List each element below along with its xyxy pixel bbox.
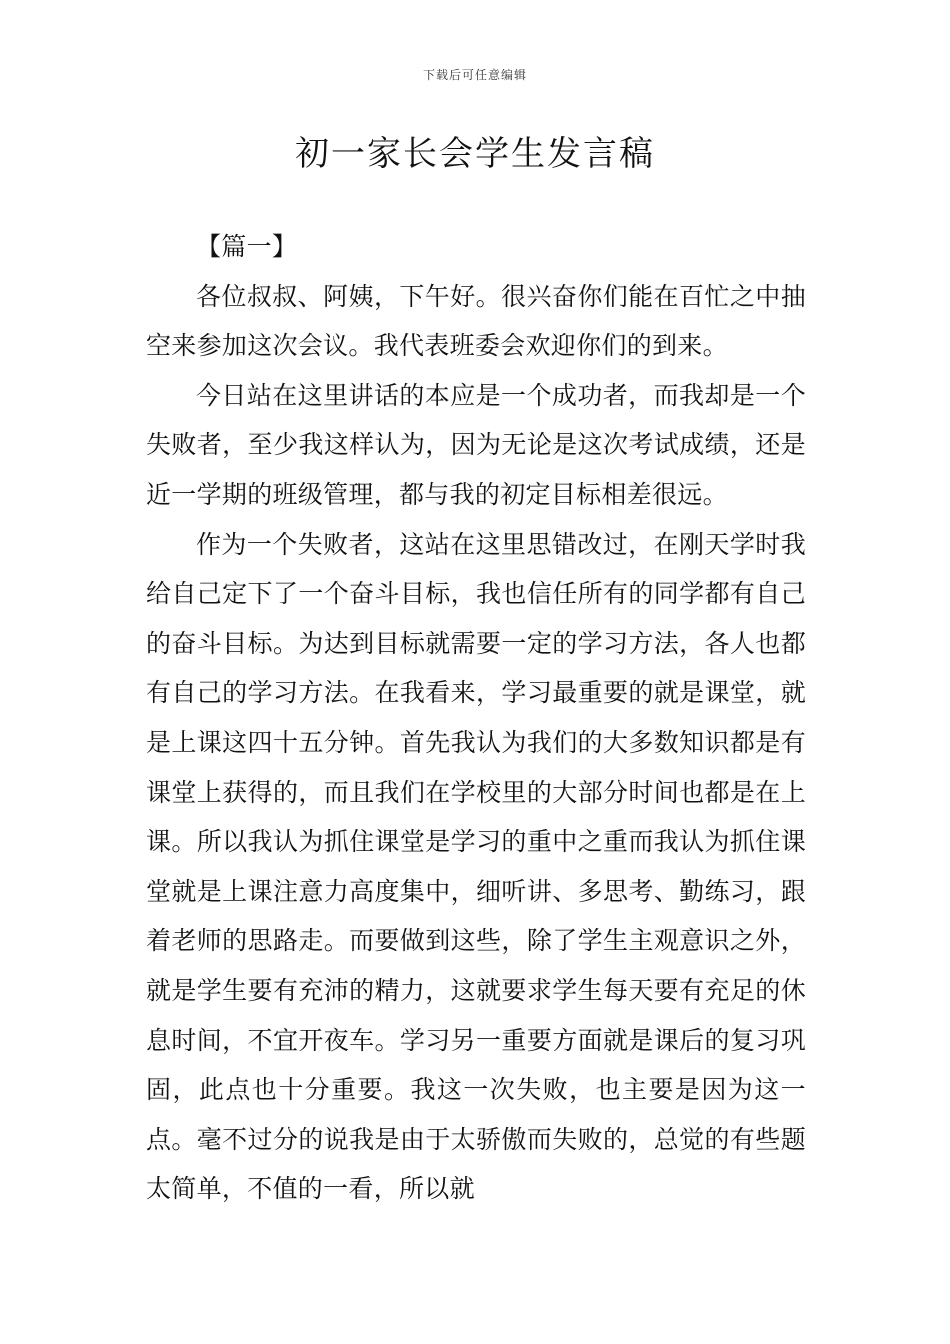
paragraph-1: 各位叔叔、阿姨，下午好。很兴奋你们能在百忙之中抽空来参加这次会议。我代表班委会欢迎你们的到来。	[146, 281, 806, 361]
document-body	[146, 222, 806, 1214]
paragraph-3: 作为一个失败者，这站在这里思错改过，在刚天学时我给自己定下了一个奋斗目标，我也信任所有的同学都有自己的奋斗目标。为达到目标就需要一定的学习方法，各人也都有自己的学习方法。在我看来，学习最重要的就是课堂，就是上课这四十五分钟。首先我认为我们的大多数知识都是有课堂上获得的，而且我们在学校里的大部分时间也都是在上课。所以我认为抓住课堂是学习的重中之重而我认为抓住课堂就是上课注意力高度集中，细听讲、多思考、勤练习，跟着老师的思路走。而要做到这些，除了学生主观意识之外，就是学生要有充沛的精力，这就要求学生每天要有充足的休息时间，不宜开夜车。学习另一重要方面就是课后的复习巩固，此点也十分重要。我这一次失败，也主要是因为这一点。毫不过分的说我是由于太骄傲而失败的，总觉的有些题太简单，不值的一看，所以就	[146, 529, 806, 1204]
header-note: 下载后可任意编辑	[422, 68, 527, 82]
section-label: 【篇一】	[196, 232, 298, 261]
document-title: 初一家长会学生发言稿	[295, 134, 655, 174]
paragraph-2: 今日站在这里讲话的本应是一个成功者，而我却是一个失败者，至少我这样认为，因为无论是这次考试成绩，还是近一学期的班级管理，都与我的初定目标相差很远。	[146, 380, 806, 509]
